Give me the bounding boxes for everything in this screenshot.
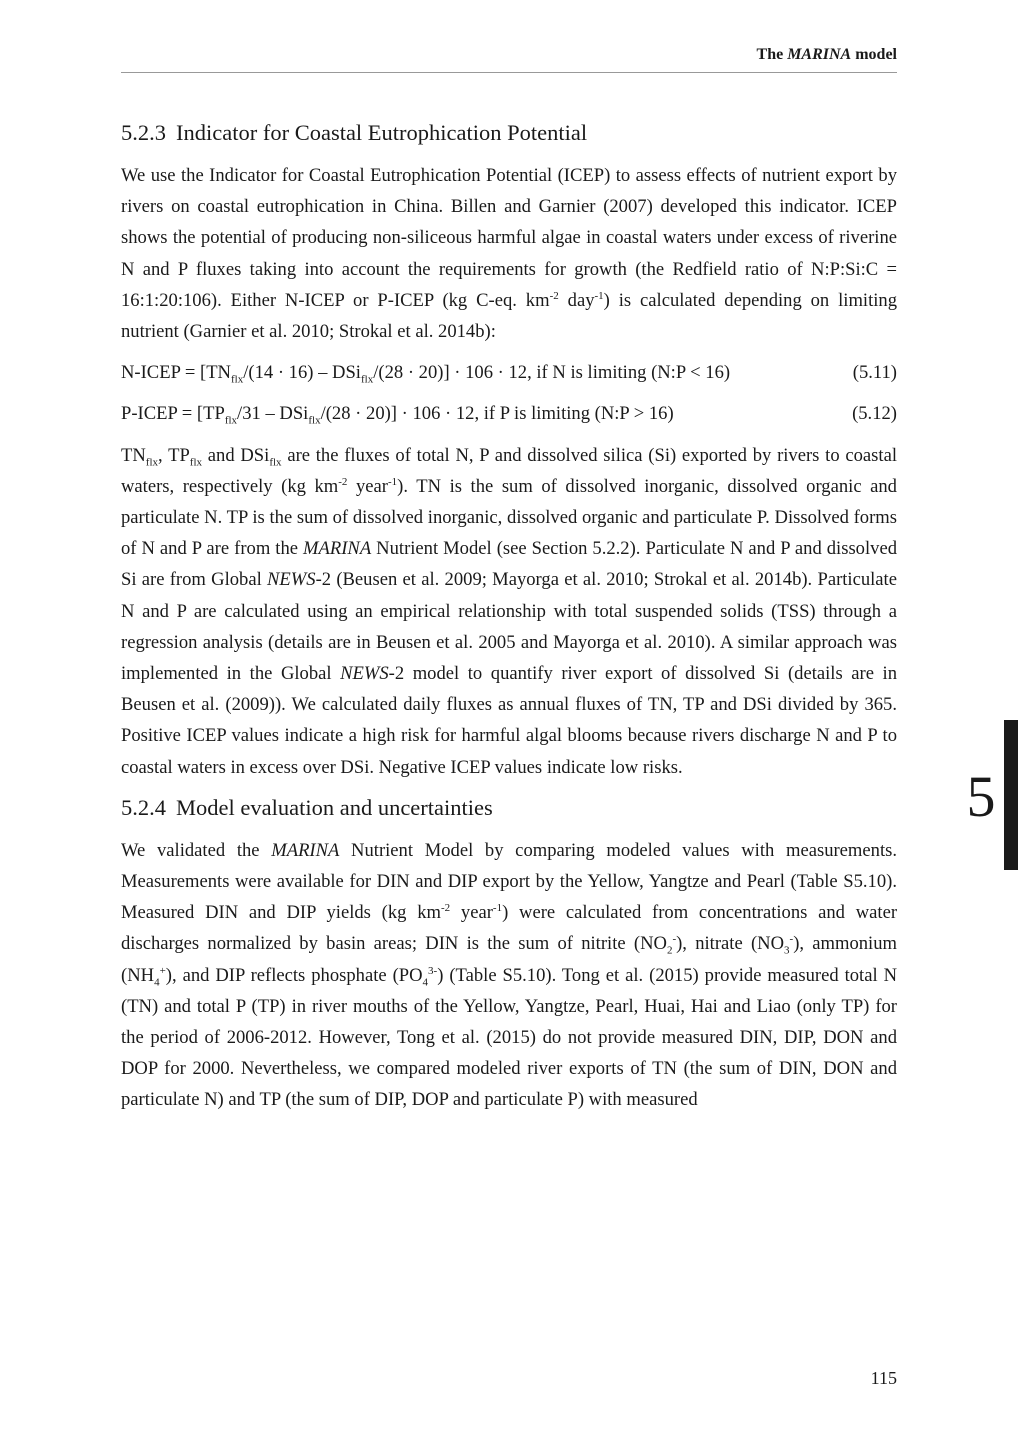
section-heading-5-2-4: 5.2.4 Model evaluation and uncertainties: [121, 794, 493, 820]
model-name-italic: MARINA: [787, 46, 852, 63]
equation-p-icep: P-ICEP = $[TP_{flx}/31 - DSi_{flx}/(28 \cdot 20)] \cdot 106 \cdot 12$, if P is limiting (N:P > 16) (5.12): [121, 398, 897, 429]
paragraph-model-evaluation: We validated the MARINA Nutrient Model by comparing modeled values with measurements. Measurements were available for DIN and DIP export by the Yellow, Yangtze and Pearl (Table S5.10). Measured DIN and DIP yields (kg $km^{-2}$ year$^{-1}$) were calculated from concentrations and water discharges normalized by basin areas; DIN is the sum of nitrite $(NO_2^-)$, nitrate $(NO_3^-)$, ammonium $(NH_4^+)$, and DIP reflects phosphate $(PO_4^{3-})$ (Table S5.10). Tong et al. (2015) provide measured total N (TN) and total P (TP) in river mouths of the Yellow, Yangtze, Pearl, Huai, Hai and Liao (only TP) for the period of 2006-2012. However, Tong et al. (2015) do not provide measured DIN, DIP, DON and DOP for 2000. Nevertheless, we compared modeled river exports of TN (the sum of DIN, DON and particulate N) and TP (the sum of DIP, DOP and particulate P) with measured: [121, 839, 898, 1111]
section-heading-5-2-3: 5.2.3 Indicator for Coastal Eutrophication Potential: [121, 120, 588, 145]
header-rule: [121, 72, 897, 73]
paragraph-icep-intro: We use the Indicator for Coastal Eutrophication Potential (ICEP) to assess effects of nutrient export by rivers on coastal eutrophication in China. Billen and Garnier (2007) developed this indicator. ICEP shows the potential of producing non-siliceous harmful algae in coastal waters under excess of riverine N and P fluxes taking into account the requirements for growth (the Redfield ratio of N:P:Si:C = 16:1:20:106). Either N-ICEP or P-ICEP (kg C-eq. $km^{-2}$ day$^{-1}$) is calculated depending on limiting nutrient (Garnier et al. 2010; Strokal et al. 2014b):: [121, 165, 898, 343]
equation-n-icep: N-ICEP = $[TN_{flx}/(14 \cdot 16) - DSi_{flx}/(28 \cdot 20)] \cdot 106 \cdot 12$, if N is limiting (N:P < 16) (5.11): [121, 357, 897, 388]
page-content: [121, 118, 897, 1116]
page-number: 115: [870, 1368, 897, 1388]
equation-number: (5.11): [852, 362, 897, 384]
paragraph-fluxes: $TN_{flx}$, $TP_{flx}$ and DSi$_{flx}$ are the fluxes of total N, P and dissolved silica (Si) exported by rivers to coastal waters, respectively (kg $km^{-2}$ year$^{-1}$). TN is the sum of dissolved inorganic, dissolved organic and particulate N. TP is the sum of dissolved inorganic, dissolved organic and particulate P. Dissolved forms of N and P are from the MARINA Nutrient Model (see Section 5.2.2). Particulate N and P and dissolved Si are from Global NEWS-2 (Beusen et al. 2009; Mayorga et al. 2010; Strokal et al. 2014b). Particulate N and P are calculated using an empirical relationship with total suspended solids (TSS) through a regression analysis (details are in Beusen et al. 2005 and Mayorga et al. 2010). A similar approach was implemented in the Global NEWS-2 model to quantify river export of dissolved Si (details are in Beusen et al. (2009)). We calculated daily fluxes as annual fluxes of TN, TP and DSi divided by 365. Positive ICEP values indicate a high risk for harmful algal blooms because rivers discharge N and P to coastal waters in excess over DSi. Negative ICEP values indicate low risks.: [121, 444, 897, 778]
chapter-tab-bar: [1004, 720, 1018, 870]
equation-number: (5.12): [852, 403, 897, 425]
chapter-tab-number: 5: [966, 764, 996, 829]
running-header: The MARINA model: [756, 46, 897, 63]
